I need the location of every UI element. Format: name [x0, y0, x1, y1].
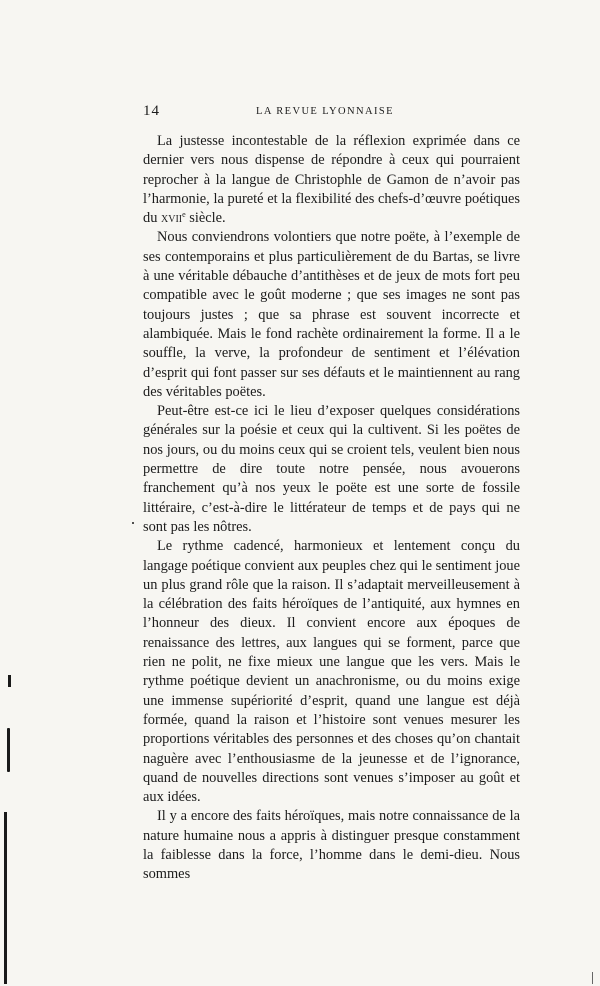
paragraph-5: Il y a encore des faits héroïques, mais notre connaissance de la nature humaine nous a appris à distinguer presque constamment la faiblesse dans la force, l’homme dans le demi-dieu. Nous sommes [143, 808, 520, 883]
scan-mark-dot [132, 522, 134, 524]
paragraph-1: La justesse incontestable de la réflexion exprimée dans ce dernier vers nous dispense de répondre à ceux qui pourraient reprocher à la langue de Christophle de Gamon de n’avoir pas l’harmonie, la pureté et la flexibilité des chefs-d’œuvre poétiques du xvii$^e$ siècle. [143, 133, 520, 227]
body-text [143, 132, 520, 885]
scan-mark-right-corner [592, 972, 593, 984]
running-title: LA REVUE LYONNAISE [256, 106, 394, 117]
century-superscript: e [182, 210, 186, 220]
paragraph-2: Nous conviendrons volontiers que notre poëte, à l’exemple de ses contemporains et plus particulièrement de du Bartas, se livre à une véritable débauche d’antithèses et de jeux de mots fort peu compatible avec le goût moderne ; que ses images ne sont pas toujours justes ; que sa phrase est souvent incorrecte et alambiquée. Mais le fond rachète ordinairement la forme. Il a le souffle, la verve, la profondeur de sentiment et l’élévation d’esprit qui font passer sur ses défauts et le maintiennent au rang des véritables poëtes. [143, 229, 520, 400]
page-header [0, 103, 600, 123]
paragraph-3: Peut-être est-ce ici le lieu d’exposer quelques considérations générales sur la poésie et ceux qui la cultivent. Si les poëtes de nos jours, ou du moins ceux qui se croient tels, veulent bien nous permettre de dire toute notre pensée, nous avouerons franchement qu’à nos yeux le poëte est une sorte de fossile littéraire, c’est-à-dire le littérateur de temps et de pays qui ne sont pas les nôtres. [143, 403, 520, 535]
scan-mark-bracket-lower [4, 812, 7, 984]
scan-mark-bracket-upper [7, 728, 10, 772]
paragraph-4: Le rythme cadencé, harmonieux et lentement conçu du langage poétique convient aux peuples chez qui le sentiment joue un plus grand rôle que la raison. Il s’adaptait merveilleusement à la célébration des faits héroïques de l’antiquité, aux hymnes en l’honneur des dieux. Il convient encore aux époques de renaissance des lettres, aux langues qui se forment, parce que rien ne polit, ne fixe mieux une langue que les vers. Mais le rythme poétique devient un anachronisme, ou du moins exige une immense supériorité d’esprit, quand une langue est déjà formée, quand la raison et l’histoire sont venues mesurer les proportions véritables des personnes et des choses qu’on chantait naguère avec l’enthousiasme de la jeunesse et de l’ignorance, quand de nouvelles directions sont venues s’imposer au goût et aux idées. [143, 538, 520, 806]
page-number: 14 [143, 103, 160, 119]
century-numeral: xvii [161, 210, 183, 227]
scan-mark-small [8, 675, 11, 687]
